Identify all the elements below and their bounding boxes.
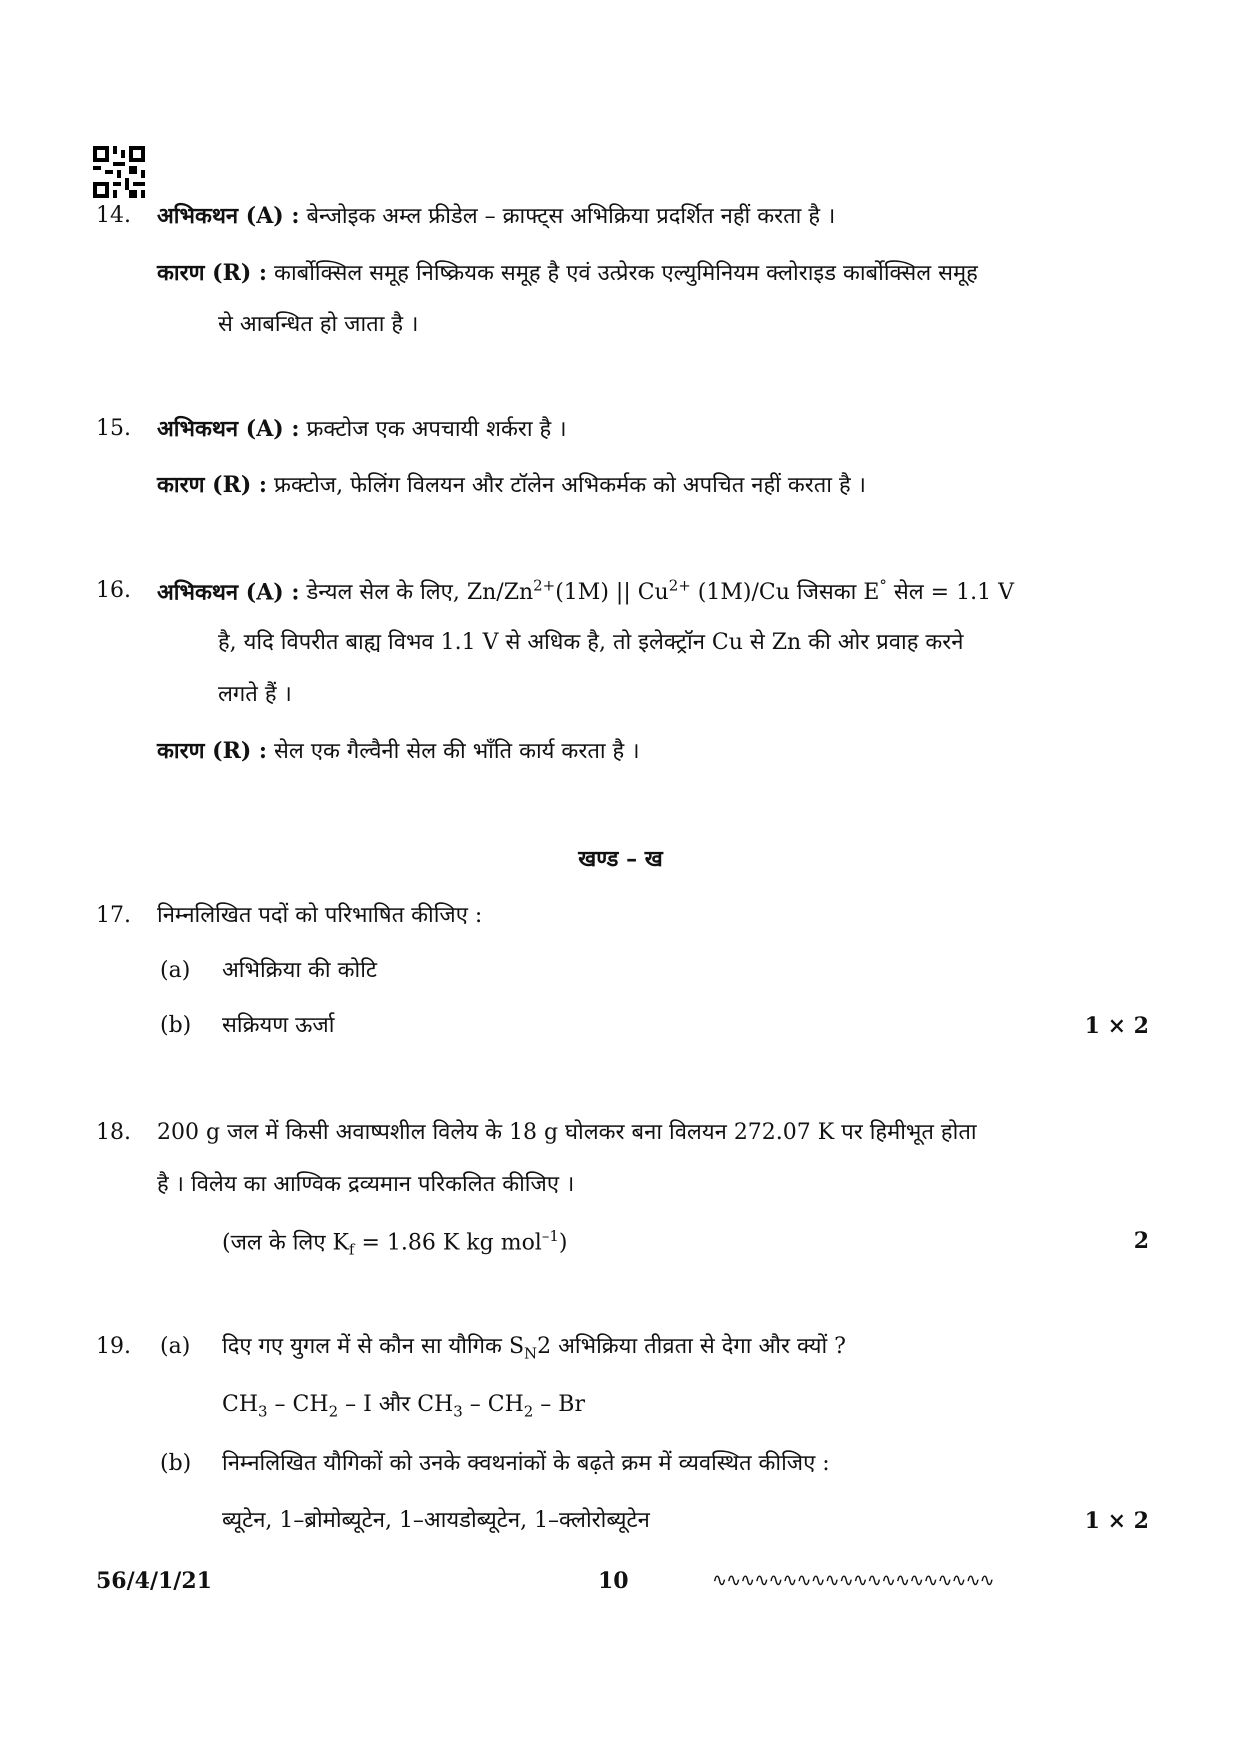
q16-assertion [157, 578, 1014, 607]
reason-label: कारण (R) : [157, 472, 268, 498]
q19-formula: $CH_3 - CH_2$ – I और $CH_3 - CH_2$ – Br [222, 1392, 585, 1421]
q19-b-label: (b) [160, 1451, 192, 1476]
q15-assertion [157, 416, 567, 443]
q16-number: 16. [96, 578, 131, 603]
reason-text: कार्बोक्सिल समूह निष्क्रियक समूह है एवं उत्प्रेरक एल्युमिनियम क्लोराइड कार्बोक्सिल समूह [274, 261, 978, 286]
assertion-text: फ्रक्टोज एक अपचायी शर्करा है । [306, 417, 567, 442]
paper-code: 56/4/1/21 [96, 1568, 212, 1594]
q17-a-label: (a) [160, 958, 191, 983]
q17-text: निम्नलिखित पदों को परिभाषित कीजिए : [157, 903, 483, 928]
qr-code-icon [93, 146, 145, 198]
q17-a-text: अभिक्रिया की कोटि [222, 958, 377, 983]
q18-text-cont: है । विलेय का आण्विक द्रव्यमान परिकलित कीजिए । [157, 1172, 575, 1197]
q17-number: 17. [96, 903, 131, 928]
reason-label: कारण (R) : [157, 260, 268, 286]
q17-marks: 1 × 2 [1084, 1013, 1149, 1039]
q19-b-text: निम्नलिखित यौगिकों को उनके क्वथनांकों के बढ़ते क्रम में व्यवस्थित कीजिए : [222, 1451, 830, 1476]
assertion-text: डेन्यल सेल के लिए, $Zn/Zn^{2+}(1M)$ || $Cu^{2+}$ (1M)/Cu जिसका E° सेल = 1.1 V [306, 577, 1014, 606]
q17-b-text: सक्रियण ऊर्जा [222, 1013, 335, 1038]
q19-a-label: (a) [160, 1334, 191, 1359]
reason-text: सेल एक गैल्वैनी सेल की भाँति कार्य करता है । [274, 739, 640, 764]
assertion-text: बेन्जोइक अम्ल फ्रीडेल – क्राफ्ट्स अभिक्रिया प्रदर्शित नहीं करता है । [306, 204, 836, 229]
q18-number: 18. [96, 1120, 131, 1145]
q14-reason-cont: से आबन्धित हो जाता है । [218, 312, 419, 337]
q16-reason [157, 738, 640, 765]
q17-b-label: (b) [160, 1013, 192, 1038]
q19-marks: 1 × 2 [1084, 1508, 1149, 1534]
q14-reason [157, 260, 978, 287]
q16-assertion-cont: है, यदि विपरीत बाह्य विभव 1.1 V से अधिक है, तो इलेक्ट्रॉन Cu से Zn की ओर प्रवाह करने [218, 630, 964, 655]
q16-assertion-cont2: लगते हैं । [218, 682, 292, 707]
q14-number: 14. [96, 203, 131, 228]
q19-b-list: ब्यूटेन, 1–ब्रोमोब्यूटेन, 1–आयडोब्यूटेन, 1–क्लोरोब्यूटेन [222, 1508, 650, 1533]
page-number: 10 [598, 1568, 629, 1594]
q14-assertion [157, 203, 835, 230]
q19-number: 19. [96, 1334, 131, 1359]
q18-hint: (जल के लिए $K_f = 1.86$ K kg mol$^{-1}$) [222, 1227, 568, 1259]
q19-a-text: दिए गए युगल में से कौन सा यौगिक $S_N2$ अभिक्रिया तीव्रता से देगा और क्यों ? [222, 1334, 846, 1363]
assertion-label: अभिकथन (A) : [157, 203, 300, 229]
assertion-label: अभिकथन (A) : [157, 579, 300, 606]
assertion-label: अभिकथन (A) : [157, 416, 300, 442]
footer-wave: ∿∿∿∿∿∿∿∿∿∿∿∿∿∿∿∿∿∿∿∿ [712, 1570, 994, 1591]
reason-text: फ्रक्टोज, फेलिंग विलयन और टॉलेन अभिकर्मक को अपचित नहीं करता है । [274, 473, 866, 498]
section-heading: खण्ड – ख [578, 846, 663, 872]
q15-reason [157, 472, 866, 499]
reason-label: कारण (R) : [157, 738, 268, 764]
q18-text: 200 g जल में किसी अवाष्पशील विलेय के 18 g घोलकर बना विलयन 272.07 K पर हिमीभूत होता [157, 1120, 977, 1145]
q18-marks: 2 [1133, 1228, 1149, 1254]
q15-number: 15. [96, 416, 131, 441]
